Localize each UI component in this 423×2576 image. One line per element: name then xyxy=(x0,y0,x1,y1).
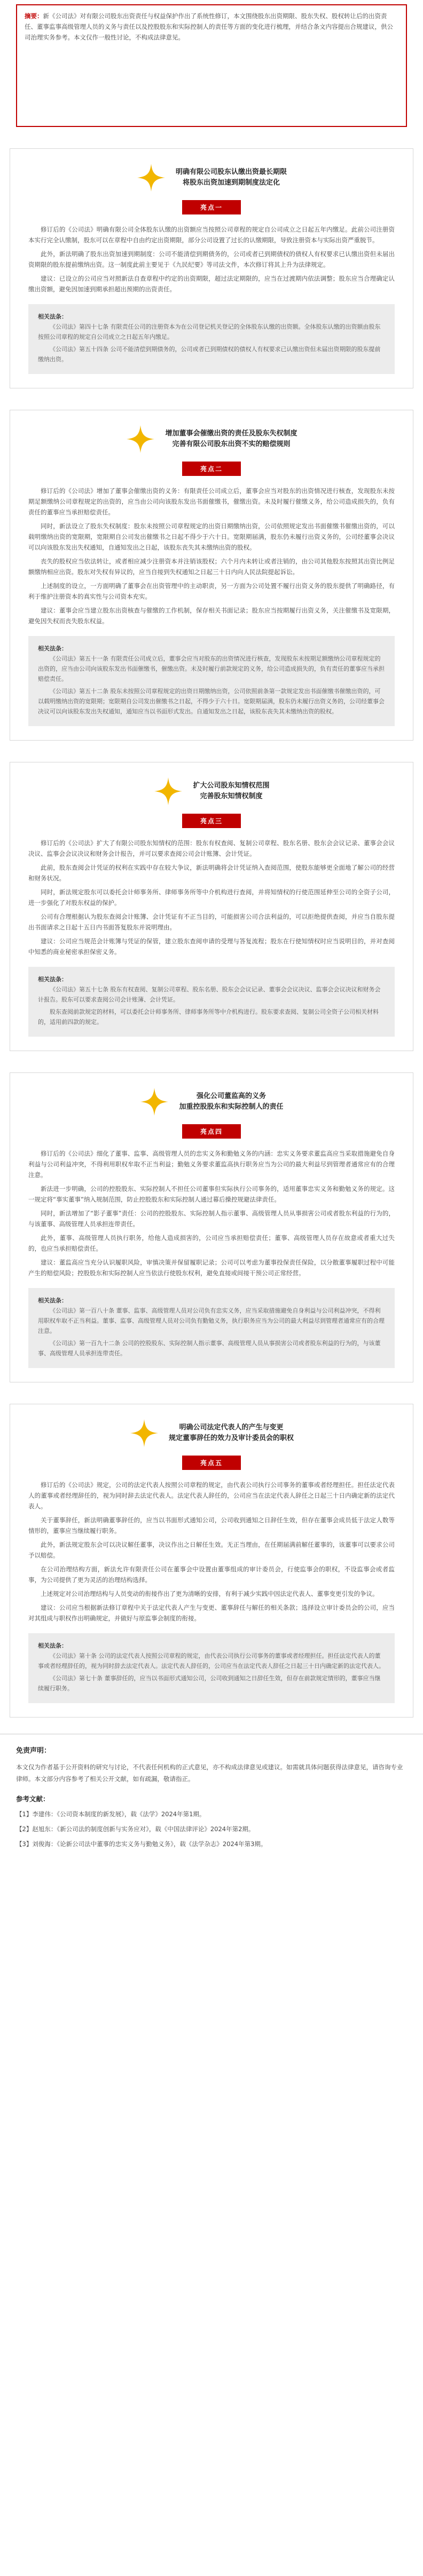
section-title-line1: 增加董事会催缴出资的责任及股东失权制度 xyxy=(165,430,297,438)
divider xyxy=(0,1734,423,1735)
section-header xyxy=(28,776,395,806)
law-reference-box xyxy=(28,1633,395,1703)
section-card xyxy=(10,148,413,388)
references-list xyxy=(16,1808,407,1850)
section-card xyxy=(10,410,413,741)
highlight-badge: 亮点三 xyxy=(182,814,241,828)
section-card xyxy=(10,1404,413,1718)
law-reference-paragraph: 《公司法》第五十七条 股东有权查阅、复制公司章程、股东名册、股东会会议记录、董事会会议决议、监事会会议决议和财务会计报告。股东可以要求查阅公司会计账簿、会计凭证。 xyxy=(38,986,381,1003)
section-paragraph: 上述制度的设立，一方面明确了董事会在出资管理中的主动职责，另一方面为公司处置不履行出资义务的股东提供了明确路径，有利于维护注册资本的真实性与公司资本充实。 xyxy=(28,582,395,600)
section-paragraph: 公司有合理根据认为股东查阅会计账簿、会计凭证有不正当目的，可能损害公司合法利益的，可以拒绝提供查阅，并应当自股东提出书面请求之日起十五日内书面答复股东并说明理由。 xyxy=(28,913,395,931)
section-title-line2: 加重控股股东和实际控制人的责任 xyxy=(179,1103,284,1111)
law-reference-paragraph: 《公司法》第五十二条 股东未按照公司章程规定的出资日期缴纳出资，公司依照前条第一款规定发出书面催缴书催缴出资的，可以载明缴纳出资的宽限期；宽限期自公司发出催缴书之日起，不得少于六十日。宽限期届满，股东仍未履行出资义务的，公司经董事会决议可以向该股东发出失权通知，通知应当以书面形式发出。自通知发出之日起，该股东丧失其未缴纳出资的股权。 xyxy=(38,688,385,715)
highlight-badge-wrap xyxy=(28,462,395,476)
section-paragraph: 修订后的《公司法》规定，公司的法定代表人按照公司章程的规定，由代表公司执行公司事务的董事或者经理担任。担任法定代表人的董事或者经理辞任的，视为同时辞去法定代表人。法定代表人辞任的，公司应当在法定代表人辞任之日起三十日内确定新的法定代表人。 xyxy=(28,1481,395,1510)
section-paragraph: 同时，新法规定股东可以委托会计师事务所、律师事务所等中介机构进行查阅，并将知情权的行使范围延伸至公司的全资子公司，进一步强化了对股东权益的保护。 xyxy=(28,888,395,907)
highlight-badge: 亮点一 xyxy=(182,200,241,214)
section-title-line1: 扩大公司股东知情权范围 xyxy=(193,782,270,790)
section-paragraph: 丧失的股权应当依法转让，或者相应减少注册资本并注销该股权；六个月内未转让或者注销的，由公司其他股东按照其出资比例足额缴纳相应出资。股东对失权有异议的，应当自接到失权通知之日起三十日内向人民法院提起诉讼。 xyxy=(28,558,395,576)
section-paragraph: 此外，董事、高级管理人员执行职务，给他人造成损害的，公司应当承担赔偿责任；董事、高级管理人员存在故意或者重大过失的，也应当承担赔偿责任。 xyxy=(28,1234,395,1252)
intro-lead: 摘要： xyxy=(25,12,43,20)
section-body xyxy=(28,1480,395,1624)
intro-box xyxy=(16,4,407,127)
section-title xyxy=(165,428,297,450)
intro-text xyxy=(25,11,398,43)
section-paragraph: 建议：董监高应当充分认识履职风险，审慎决策并保留履职记录；公司可以考虑为董事投保责任保险，以分散董事履职过程中可能产生的赔偿风险；控股股东和实际控制人应当依法行使股东权利，避免直接或间接干预公司正常经营。 xyxy=(28,1259,395,1277)
section-title xyxy=(193,781,269,802)
law-reference-title: 相关法条： xyxy=(38,1297,67,1304)
law-reference-paragraph: 《公司法》第一百八十条 董事、监事、高级管理人员对公司负有忠实义务，应当采取措施避免自身利益与公司利益冲突，不得利用职权牟取不正当利益。董事、监事、高级管理人员对公司负有勤勉义务，执行职务应当为公司的最大利益尽到管理者通常应有的合理注意。 xyxy=(38,1307,385,1334)
law-reference-paragraph: 《公司法》第四十七条 有限责任公司的注册资本为在公司登记机关登记的全体股东认缴的出资额。全体股东认缴的出资额由股东按照公司章程的规定自公司成立之日起五年内缴足。 xyxy=(38,323,381,340)
section-body xyxy=(28,224,395,295)
section-paragraph: 关于董事辞任，新法明确董事辞任的，应当以书面形式通知公司，公司收到通知之日辞任生效，但存在董事会成员低于法定人数等情形的，董事应当继续履行职务。 xyxy=(28,1516,395,1535)
section-paragraph: 新法进一步明确，公司的控股股东、实际控制人不担任公司董事但实际执行公司事务的，适用董事忠实义务和勤勉义务的规定。这一规定将“事实董事”纳入规制范围，防止控股股东和实际控制人通过幕后操控规避法律责任。 xyxy=(28,1185,395,1203)
section-title-line2: 完善股东知情权制度 xyxy=(200,792,263,800)
section-title xyxy=(179,1091,283,1112)
law-reference-paragraph: 《公司法》第五十四条 公司不能清偿到期债务的，公司或者已到期债权的债权人有权要求已认缴出资但未届出资期限的股东提前缴纳出资。 xyxy=(38,346,381,363)
section-title-line1: 强化公司董监高的义务 xyxy=(196,1092,266,1100)
reference-item: 【2】赵旭东：《新公司法的制度创新与实务应对》，载《中国法律评论》2024年第2期。 xyxy=(16,1825,255,1833)
law-reference-box xyxy=(28,1288,395,1368)
star-icon xyxy=(126,424,155,454)
section-header xyxy=(28,1087,395,1117)
highlight-badge: 亮点二 xyxy=(182,462,241,476)
law-reference-title: 相关法条： xyxy=(38,313,67,320)
highlight-badge-wrap xyxy=(28,1124,395,1139)
highlight-badge: 亮点四 xyxy=(182,1124,241,1139)
section-title-line2: 规定董事辞任的效力及审计委员会的职权 xyxy=(168,1434,294,1442)
law-reference-paragraph: 《公司法》第五十一条 有限责任公司成立后，董事会应当对股东的出资情况进行核查，发现股东未按期足额缴纳公司章程规定的出资的，应当由公司向该股东发出书面催缴书，催缴出资。未及时履行前款规定的义务，给公司造成损失的，负有责任的董事应当承担赔偿责任。 xyxy=(38,655,385,682)
section-card xyxy=(10,762,413,1051)
highlight-badge-wrap xyxy=(28,814,395,828)
section-paragraph: 建议：已设立的公司应当对照新法自查章程中约定的出资期限，超过法定期限的，应当在过渡期内依法调整；股东应当合理确定认缴出资额，避免因加速到期承担超出预期的出资责任。 xyxy=(28,275,395,293)
highlight-badge-wrap xyxy=(28,1456,395,1470)
star-icon xyxy=(139,1087,169,1117)
intro-body: 新《公司法》对有限公司股东出资责任与权益保护作出了系统性修订，本文围绕股东出资期限、股东失权、股权转让后的出资责任、董事监事高级管理人员的义务与责任以及控股股东和实际控制人的责任等方面的变化进行梳理，并结合条文内容提出合规建议，供公司治理实务参考。本文仅作一般性讨论，不构成法律意见。 xyxy=(25,12,393,41)
section-paragraph: 此前，股东查阅会计凭证的权利在实践中存在较大争议，新法明确将会计凭证纳入查阅范围，使股东能够更全面地了解公司的经营和财务状况。 xyxy=(28,864,395,882)
section-body xyxy=(28,838,395,957)
star-icon xyxy=(153,776,183,806)
section-body xyxy=(28,486,395,626)
star-icon xyxy=(136,163,166,193)
highlight-badge: 亮点五 xyxy=(182,1456,241,1470)
section-paragraph: 上述规定对公司治理结构与人员变动的衔接作出了更为清晰的安排，有利于减少实践中因法定代表人、董事变更引发的争议。 xyxy=(41,1590,379,1597)
section-card xyxy=(10,1072,413,1382)
law-reference-paragraph: 《公司法》第一百九十二条 公司的控股股东、实际控制人指示董事、高级管理人员从事损害公司或者股东利益的行为的，与该董事、高级管理人员承担连带责任。 xyxy=(38,1340,381,1357)
section-title-line1: 明确公司法定代表人的产生与变更 xyxy=(179,1424,284,1432)
law-reference-paragraph: 《公司法》第十条 公司的法定代表人按照公司章程的规定，由代表公司执行公司事务的董事或者经理担任。担任法定代表人的董事或者经理辞任的，视为同时辞去法定代表人。法定代表人辞任的，公司应当在法定代表人辞任之日起三十日内确定新的法定代表人。 xyxy=(38,1652,385,1669)
section-header xyxy=(28,424,395,454)
section-body xyxy=(28,1148,395,1278)
highlight-badge-wrap xyxy=(28,200,395,214)
section-paragraph: 修订后的《公司法》明确有限公司全体股东认缴的出资额应当按照公司章程的规定自公司成立之日起五年内缴足。此前公司注册资本实行完全认缴制，股东可以在章程中自由约定出资期限，部分公司设置了过长的认缴期限，导致注册资本与实际出资严重脱节。 xyxy=(28,226,395,244)
law-reference-title: 相关法条： xyxy=(38,976,67,983)
section-title-line2: 将股东出资加速到期制度法定化 xyxy=(182,179,280,187)
law-reference-paragraph: 《公司法》第七十条 董事辞任的，应当以书面形式通知公司，公司收到通知之日辞任生效，但存在前款规定情形的，董事应当继续履行职务。 xyxy=(38,1675,381,1692)
section-title xyxy=(176,167,287,188)
law-reference-paragraph: 股东查阅前款规定的材料，可以委托会计师事务所、律师事务所等中介机构进行。股东要求查阅、复制公司全资子公司相关材料的，适用前四款的规定。 xyxy=(38,1008,379,1025)
section-paragraph: 建议：董事会应当建立股东出资核查与催缴的工作机制，保存相关书面记录；股东应当按期履行出资义务，关注催缴书及宽限期，避免因失权而丧失股东权益。 xyxy=(28,607,395,625)
law-reference-box xyxy=(28,304,395,374)
section-paragraph: 同时，新法设立了股东失权制度：股东未按照公司章程规定的出资日期缴纳出资，公司依照规定发出书面催缴书催缴出资的，可以载明缴纳出资的宽限期，宽限期自公司发出催缴书之日起不得少于六十日。宽限期届满，股东仍未履行出资义务的，公司经董事会决议可以向该股东发出失权通知，自通知发出之日起，该股东丧失其未缴纳出资的股权。 xyxy=(28,522,395,551)
section-header xyxy=(28,163,395,193)
disclaimer-text: 本文仅为作者基于公开资料的研究与讨论，不代表任何机构的正式意见，亦不构成法律意见或建议。如需就具体问题获得法律意见，请咨询专业律师。本文部分内容参考了相关公开文献，如有疏漏，敬请指正。 xyxy=(16,1763,403,1783)
references-title: 参考文献： xyxy=(16,1795,50,1803)
law-reference-box xyxy=(28,967,395,1037)
section-paragraph: 此外，新法明确了股东出资加速到期制度：公司不能清偿到期债务的，公司或者已到期债权的债权人有权要求已认缴出资但未届出资期限的股东提前缴纳出资。这一制度此前主要见于《九民纪要》等司法文件，本次修订将其上升为法律规定。 xyxy=(28,250,395,268)
reference-item: 【1】李建伟：《公司资本制度的新发展》，载《法学》2024年第1期。 xyxy=(16,1810,206,1818)
law-reference-title: 相关法条： xyxy=(38,645,67,652)
section-paragraph: 同时，新法增加了“影子董事”责任：公司的控股股东、实际控制人指示董事、高级管理人员从事损害公司或者股东利益的行为的，与该董事、高级管理人员承担连带责任。 xyxy=(28,1210,395,1228)
section-paragraph: 建议：公司应当根据新法修订章程中关于法定代表人产生与变更、董事辞任与解任的相关条款；选择设立审计委员会的公司，应当对其组成与职权作出明确规定，并做好与原监事会制度的衔接。 xyxy=(28,1604,395,1622)
section-header xyxy=(28,1418,395,1448)
star-icon xyxy=(129,1418,159,1448)
section-paragraph: 建议：公司应当规范会计账簿与凭证的保管，建立股东查阅申请的受理与答复流程；股东在行使知情权时应当说明目的，并对查阅中知悉的商业秘密承担保密义务。 xyxy=(28,937,395,956)
article-page xyxy=(0,4,423,1850)
section-title-line2: 完善有限公司股东出资不实的赔偿规则 xyxy=(172,440,291,448)
section-title-line1: 明确有限公司股东认缴出资最长期限 xyxy=(175,168,287,176)
section-paragraph: 修订后的《公司法》细化了董事、监事、高级管理人员的忠实义务和勤勉义务的内涵：忠实义务要求董监高应当采取措施避免自身利益与公司利益冲突，不得利用职权牟取不正当利益；勤勉义务要求董监高执行职务应当为公司的最大利益尽到管理者通常应有的合理注意。 xyxy=(28,1150,395,1179)
section-paragraph: 修订后的《公司法》增加了董事会催缴出资的义务：有限责任公司成立后，董事会应当对股东的出资情况进行核查，发现股东未按期足额缴纳公司章程规定的出资的，应当由公司向该股东发出书面催缴书，催缴出资。未及时履行催缴义务，给公司造成损失的，负有责任的董事应当承担赔偿责任。 xyxy=(28,487,395,516)
footer xyxy=(16,1745,407,1850)
law-reference-title: 相关法条： xyxy=(38,1642,67,1649)
section-paragraph: 修订后的《公司法》扩大了有限公司股东知情权的范围：股东有权查阅、复制公司章程、股东名册、股东会会议记录、董事会会议决议、监事会会议决议和财务会计报告，并可以要求查阅公司会计账簿、会计凭证。 xyxy=(28,839,395,857)
section-title xyxy=(169,1422,294,1444)
section-paragraph: 此外，新法规定股东会可以决议解任董事，决议作出之日解任生效。无正当理由，在任期届满前解任董事的，该董事可以要求公司予以赔偿。 xyxy=(28,1541,395,1559)
disclaimer-title: 免责声明： xyxy=(16,1747,51,1755)
law-reference-box xyxy=(28,636,395,726)
reference-item: 【3】刘俊海：《论新公司法中董事的忠实义务与勤勉义务》，载《法学杂志》2024年第3期。 xyxy=(16,1840,267,1848)
sections-container xyxy=(0,148,423,1718)
section-paragraph: 在公司治理结构方面，新法允许有限责任公司在董事会中设置由董事组成的审计委员会，行使监事会的职权，不设监事会或者监事，为公司提供了更为灵活的治理结构选择。 xyxy=(28,1565,395,1584)
